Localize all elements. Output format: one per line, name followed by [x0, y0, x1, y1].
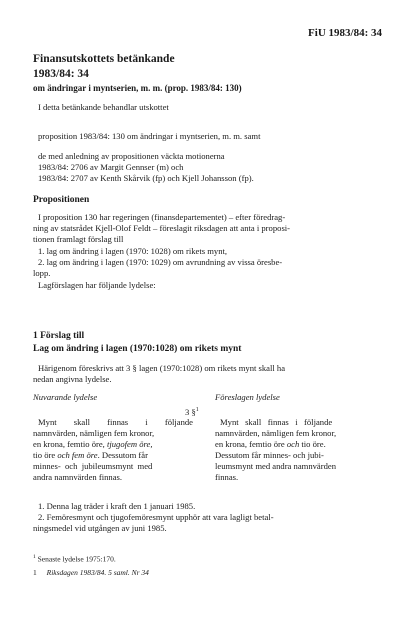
current-text-italic: tjugofem öre,: [106, 439, 153, 449]
intro-paragraph-2: proposition 1983/84: 130 om ändringar i myntserien, m. m. samt: [38, 131, 261, 141]
current-text-line: Mynt skall finnas i följande: [38, 417, 193, 427]
proposal-intro-line: nedan angivna lydelse.: [33, 374, 112, 384]
list-item: 1. lag om ändring i lagen (1970: 1028) om rikets mynt,: [38, 246, 228, 256]
report-subtitle: om ändringar i myntserien, m. m. (prop. 1983/84: 130): [33, 83, 242, 93]
current-text-line: minnes- och jubileumsmynt med: [33, 461, 153, 471]
column-heading-proposed: Föreslagen lydelse: [215, 392, 280, 402]
list-item: 2. lag om ändring i lagen (1970: 1029) om avrundning av vissa öresbe-: [38, 257, 283, 267]
proposed-text-part: tio öre.: [299, 439, 326, 449]
page-footer: [33, 568, 149, 578]
proposed-text-line: Mynt skall finnas i följande: [220, 417, 333, 427]
proposal-law-title: Lag om ändring i lagen (1970:1028) om rikets mynt: [33, 344, 242, 354]
footnote-reference: 1: [195, 407, 199, 413]
section-mark: [185, 405, 199, 418]
current-text-italic: och fem öre: [57, 450, 98, 460]
section-heading-propositionen: Propositionen: [33, 195, 90, 205]
intro-motion-line: 1983/84: 2707 av Kenth Skårvik (fp) och Kjell Johansson (fp).: [38, 173, 254, 183]
propositionen-line: ning av statsrådet Kjell-Olof Feldt – föreslagit riksdagen att anta i proposi-: [33, 223, 291, 233]
proposed-text-line: Dessutom får minnes- och jubi-: [215, 450, 324, 460]
page-number: 1: [33, 568, 37, 577]
current-text-part: tio öre: [33, 450, 58, 460]
proposed-text-italic: och: [286, 439, 300, 449]
current-text-line: andra namnvärden finnas.: [33, 472, 123, 482]
proposal-heading: 1 Förslag till: [33, 331, 85, 341]
report-title: Finansutskottets betänkande: [33, 53, 175, 65]
current-text-line: namnvärden, nämligen fem kronor,: [33, 428, 155, 438]
footnote: [33, 552, 116, 565]
footnote-text: Senaste lydelse 1975:170.: [35, 554, 116, 564]
proposed-text-line: namnvärden, nämligen fem kronor,: [215, 428, 337, 438]
proposed-text-line: finnas.: [215, 472, 239, 482]
section-mark-label: 3 §: [185, 406, 196, 417]
transition-note: 2. Femöresmynt och tjugofemöresmynt upphör att vara lagligt betal-: [38, 512, 274, 522]
transition-note-continuation: ningsmedel vid utgången av juni 1985.: [33, 523, 167, 533]
list-item-continuation: lopp.: [33, 268, 51, 278]
column-heading-current: Nuvarande lydelse: [33, 392, 98, 402]
footnote-marker: 1: [33, 554, 36, 560]
propositionen-line: tionen framlagt förslag till: [33, 234, 124, 244]
current-text-line: [33, 450, 148, 461]
current-text-line: [33, 439, 153, 450]
intro-motion-line: de med anledning av propositionen väckta motionerna: [38, 151, 225, 161]
proposed-text-line: leumsmynt med andra namnvärden: [215, 461, 336, 471]
propositionen-closing: Lagförslagen har följande lydelse:: [38, 280, 156, 290]
proposed-text-part: en krona, femtio öre: [215, 439, 287, 449]
proposal-intro-line: Härigenom föreskrivs att 3 § lagen (1970:1028) om rikets mynt skall ha: [38, 363, 286, 373]
current-text-part: . Dessutom får: [97, 450, 148, 460]
intro-paragraph-1: I detta betänkande behandlar utskottet: [38, 102, 169, 112]
publication-source: Riksdagen 1983/84. 5 saml. Nr 34: [46, 568, 149, 577]
current-text-part: en krona, femtio öre,: [33, 439, 107, 449]
transition-note: 1. Denna lag träder i kraft den 1 januari 1985.: [38, 501, 196, 511]
propositionen-line: I proposition 130 har regeringen (finansdepartementet) – efter föredrag-: [38, 212, 286, 222]
proposed-text-line: [215, 439, 326, 450]
document-reference: FiU 1983/84: 34: [308, 27, 382, 39]
report-number: 1983/84: 34: [33, 68, 89, 80]
intro-motion-line: 1983/84: 2706 av Margit Gennser (m) och: [38, 162, 184, 172]
